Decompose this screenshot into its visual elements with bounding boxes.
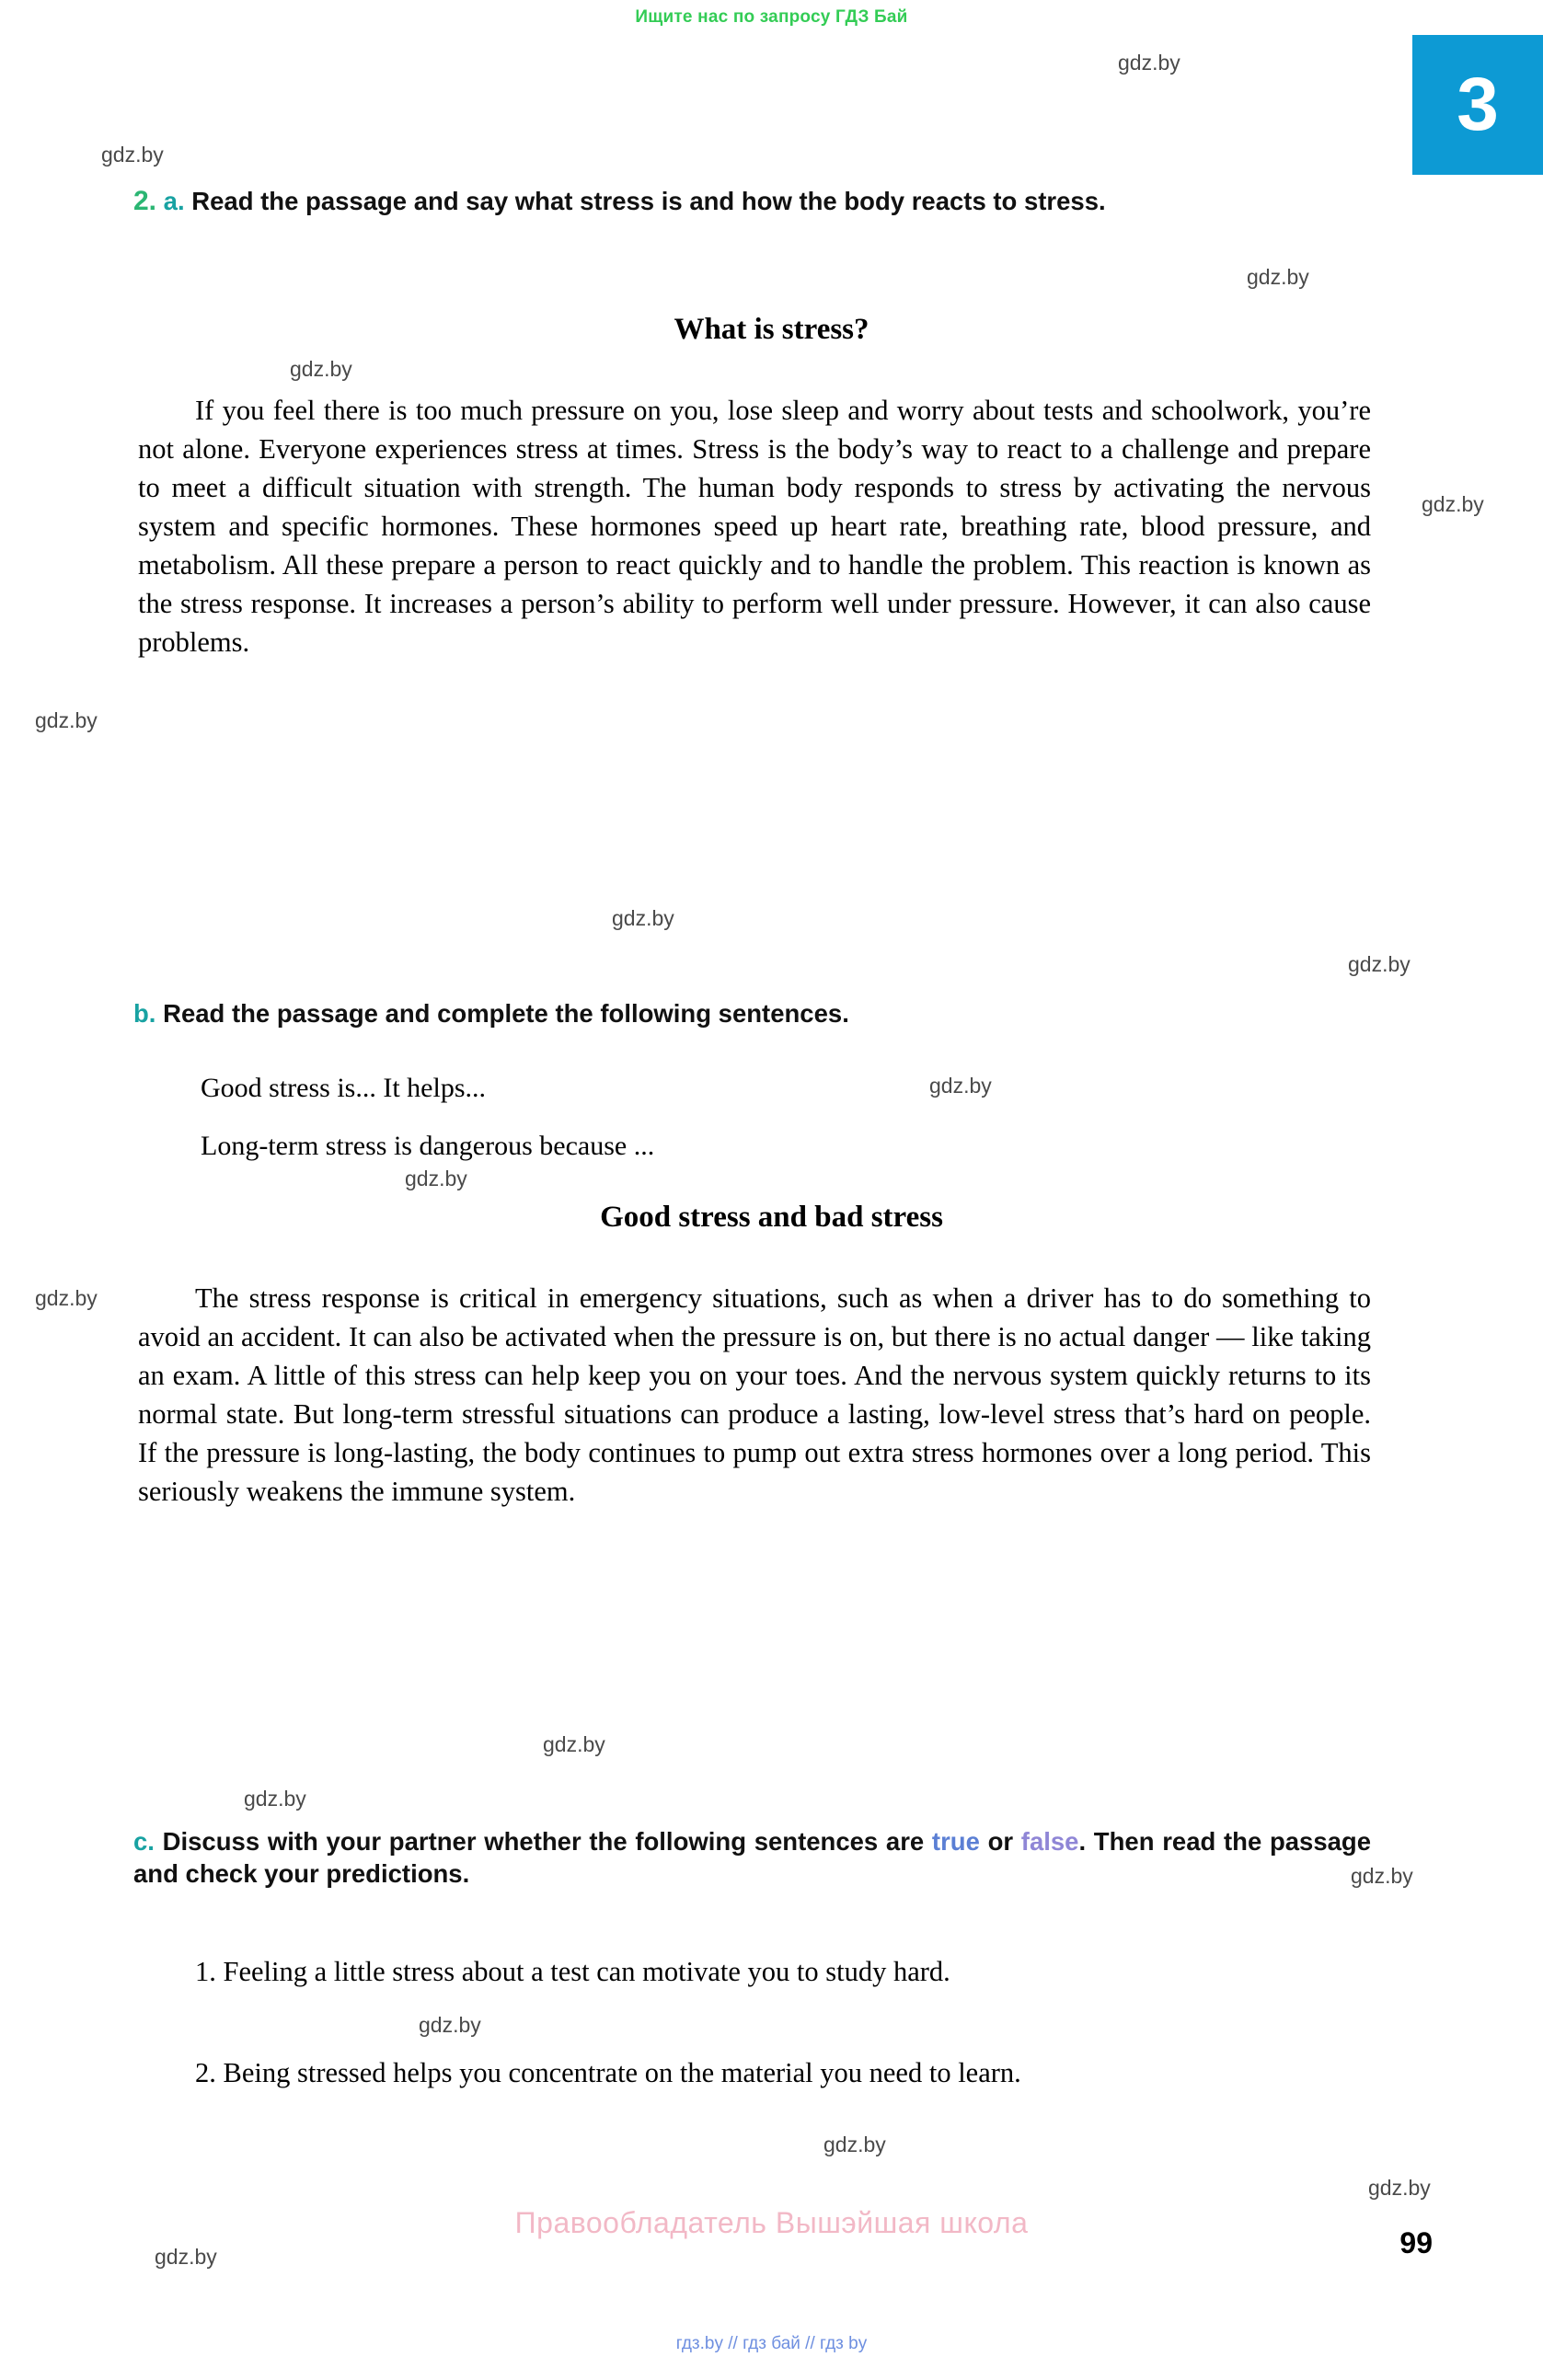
exercise-letter-c: c. — [133, 1827, 155, 1856]
exercise-2a-heading — [133, 184, 1376, 218]
watermark: gdz.by — [1368, 2176, 1431, 2200]
chapter-number-tab — [1412, 35, 1543, 175]
watermark: gdz.by — [1247, 265, 1309, 289]
watermark: gdz.by — [1422, 492, 1484, 516]
footer-links: гдз.by // гдз бай // гдз by — [675, 2334, 868, 2353]
watermark: gdz.by — [290, 357, 352, 381]
statement-2: 2. Being stressed helps you concentrate on the material you need to learn. — [195, 2057, 1021, 2088]
watermark: gdz.by — [101, 143, 164, 167]
watermark: gdz.by — [1351, 1864, 1413, 1888]
passage-1-text: If you feel there is too much pressure on you, lose sleep and worry about tests and schoolwork, you’re not alone. Everyone experiences stress at times. Stress is the body’s way to react to a challenge and prepare to meet a difficult situation with strength. The human body responds to stress by activating the nervous system and specific hormones. These hormones speed up heart rate, breathing rate, blood pressure, and metabolism. All these prepare a person to react quickly and to handle the problem. This reaction is known as the stress response. It increases a person’s ability to perform well under pressure. However, it can also cause problems. — [138, 395, 1371, 659]
exercise-2a-prompt: Read the passage and say what stress is and how the body reacts to stress. — [191, 187, 1106, 215]
exercise-2b-heading — [133, 998, 1366, 1030]
watermark: gdz.by — [155, 2245, 217, 2269]
watermark: gdz.by — [1118, 51, 1180, 75]
watermark: gdz.by — [543, 1732, 605, 1756]
watermark: gdz.by — [929, 1074, 992, 1098]
copyright-notice: Правообладатель Вышэйшая школа — [514, 2206, 1029, 2239]
watermark: gdz.by — [405, 1167, 467, 1190]
passage-2-title: Good stress and bad stress — [600, 1201, 943, 1234]
watermark: gdz.by — [35, 708, 98, 732]
exercise-2c-prompt-part1: Discuss with your partner whether the following sentences are — [162, 1827, 932, 1856]
watermark: gdz.by — [823, 2133, 886, 2156]
watermark: gdz.by — [1348, 952, 1411, 976]
page-number: 99 — [1399, 2226, 1433, 2259]
completion-line-2: Long-term stress is dangerous because ... — [201, 1131, 655, 1161]
false-keyword: false — [1020, 1827, 1079, 1856]
watermark: gdz.by — [35, 1286, 98, 1310]
watermark: gdz.by — [612, 906, 674, 930]
exercise-letter-a: a. — [163, 187, 185, 215]
exercise-letter-b: b. — [133, 999, 156, 1028]
exercise-2c-heading — [133, 1826, 1371, 1890]
watermark: gdz.by — [244, 1787, 306, 1811]
true-keyword: true — [931, 1827, 980, 1856]
exercise-2c-prompt-part2: . Then read the passage and check your predictions. — [133, 1827, 1372, 1888]
or-conjunction: or — [979, 1827, 1021, 1856]
watermark: gdz.by — [419, 2013, 481, 2037]
completion-line-1: Good stress is... It helps... — [201, 1073, 486, 1103]
chapter-number: 3 — [1457, 63, 1499, 146]
promo-banner: Ищите нас по запросу ГДЗ Бай — [635, 7, 908, 27]
passage-2-text: The stress response is critical in emergency situations, such as when a driver has to do something to avoid an accident. It can also be activated when the pressure is on, but there is no actual danger — like taking an exam. A little of this stress can help keep you on your toes. And the nervous system quickly returns to its normal state. But long-term stressful situations can produce a lasting, low-level stress that’s hard on people. If the pressure is long-lasting, the body continues to pump out extra stress hormones over a long period. This seriously weakens the immune system. — [138, 1282, 1371, 1508]
statement-1: 1. Feeling a little stress about a test can motivate you to study hard. — [195, 1956, 950, 1987]
exercise-number: 2. — [133, 186, 157, 216]
passage-1-title: What is stress? — [674, 313, 869, 346]
exercise-2b-prompt: Read the passage and complete the following sentences. — [163, 999, 849, 1028]
